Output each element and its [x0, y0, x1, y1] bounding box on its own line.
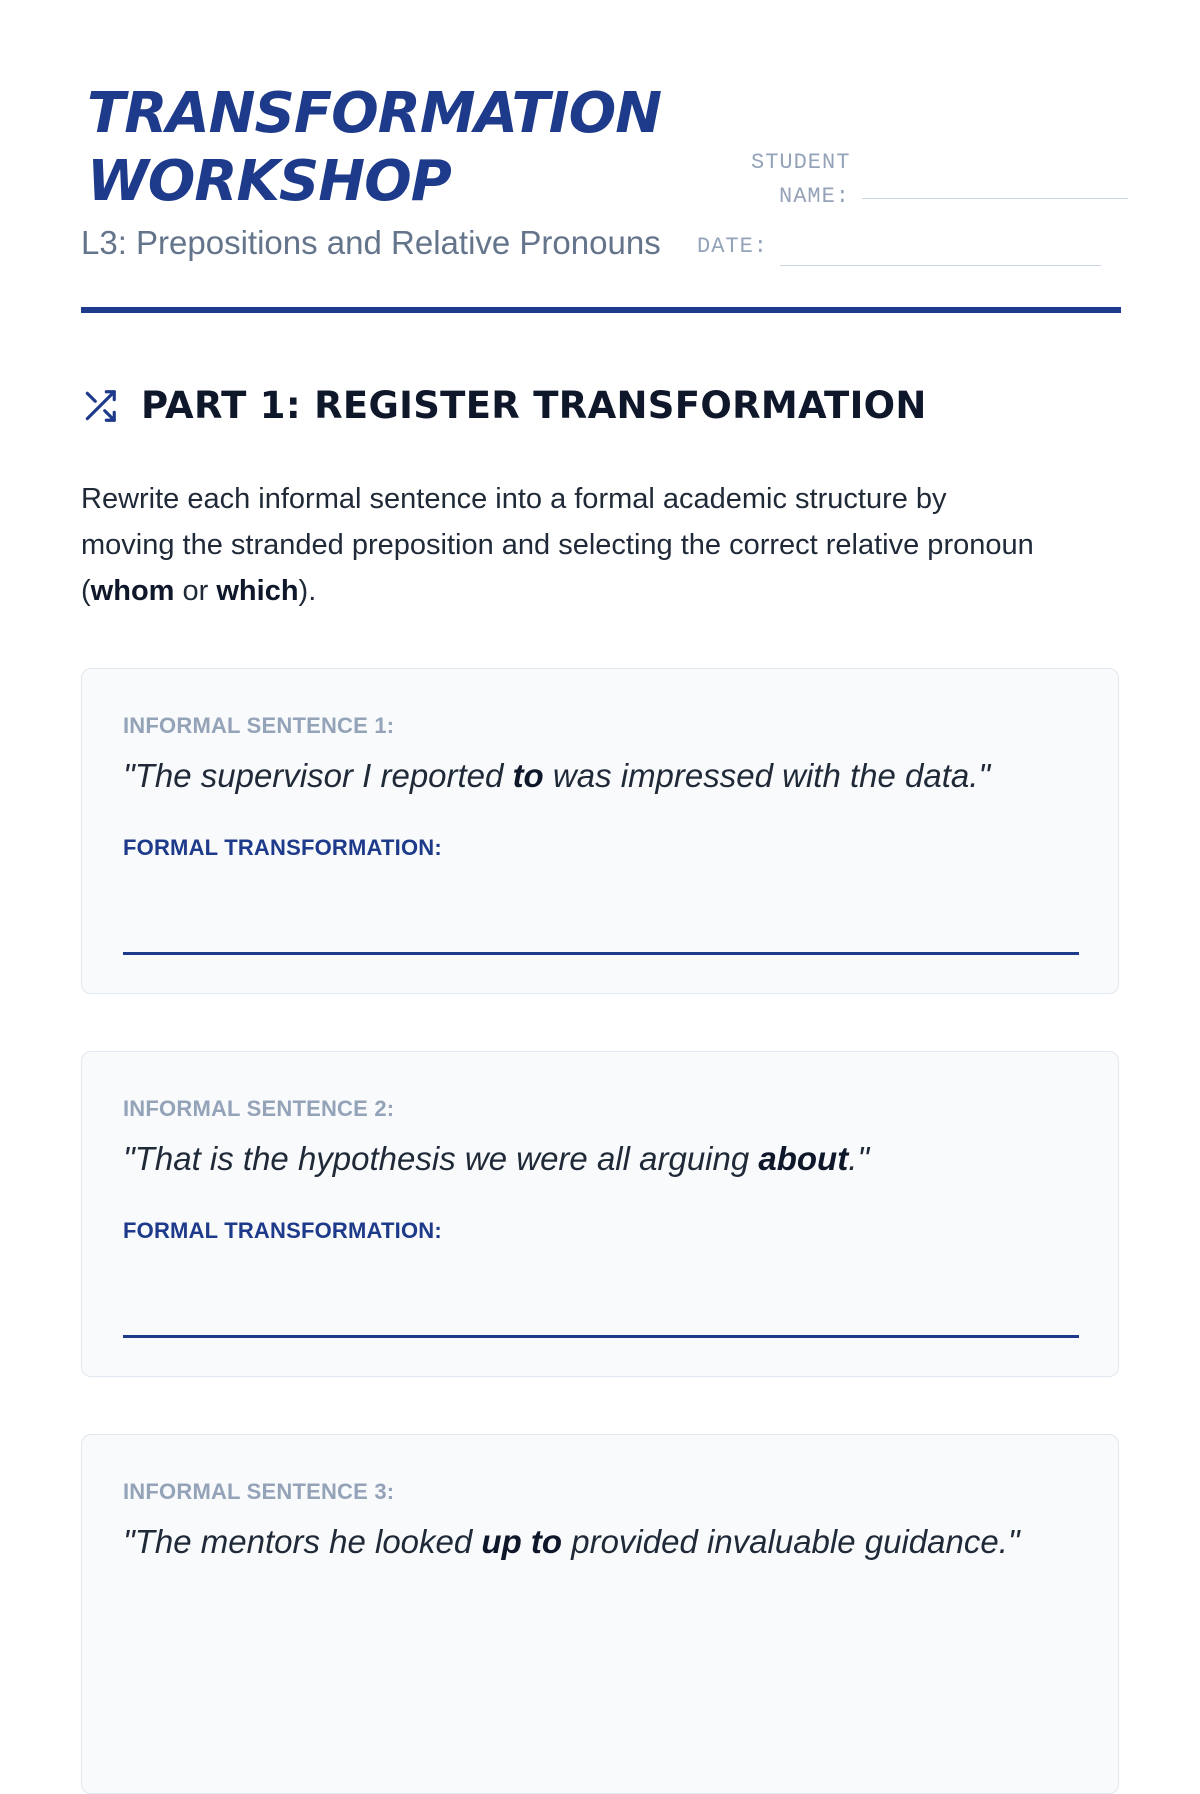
sentence-text-after: ." — [848, 1140, 870, 1177]
informal-sentence-label: INFORMAL SENTENCE 2: — [123, 1096, 395, 1121]
title-line-2: WORKSHOP — [87, 149, 451, 214]
part-1-title: PART 1: REGISTER TRANSFORMATION — [141, 384, 927, 427]
instructions-bold-whom: whom — [90, 575, 175, 607]
student-name-label-line-2: NAME: — [779, 184, 851, 209]
worksheet-header — [81, 0, 1121, 312]
date-field[interactable] — [780, 265, 1101, 266]
instructions-text-3: ). — [298, 575, 317, 607]
lesson-subtitle: L3: Prepositions and Relative Pronouns — [81, 224, 661, 261]
formal-transformation-label: FORMAL TRANSFORMATION: — [123, 835, 442, 860]
sentence-text-before: "That is the hypothesis we were all arguing — [123, 1140, 759, 1177]
exercise-card-2 — [81, 1051, 1119, 1377]
answer-field[interactable] — [123, 1335, 1079, 1338]
instructions-text-1: Rewrite each informal sentence into a formal academic structure by moving the stranded preposition and selecting the correct relative pronoun ( — [81, 483, 1034, 607]
part-1-heading — [81, 384, 927, 427]
header-divider — [81, 307, 1121, 313]
informal-sentence-label: INFORMAL SENTENCE 3: — [123, 1479, 395, 1504]
informal-sentence — [123, 757, 990, 795]
sentence-text-before: "The supervisor I reported — [123, 757, 513, 794]
instructions-text-2: or — [174, 575, 217, 607]
informal-sentence — [123, 1140, 869, 1178]
instructions-bold-which: which — [216, 575, 299, 607]
shuffle-icon — [81, 387, 119, 425]
title-line-1: TRANSFORMATION — [87, 81, 662, 146]
sentence-preposition: to — [512, 757, 544, 794]
instructions — [81, 476, 1041, 614]
exercise-card-1 — [81, 668, 1119, 994]
date-label: DATE: — [697, 234, 769, 259]
student-name-field[interactable] — [862, 198, 1128, 199]
sentence-text-before: "The mentors he looked — [123, 1523, 482, 1560]
sentence-preposition: about — [758, 1140, 849, 1177]
sentence-text-after: provided invaluable guidance." — [562, 1523, 1020, 1560]
formal-transformation-label: FORMAL TRANSFORMATION: — [123, 1218, 442, 1243]
worksheet-page — [81, 0, 1121, 1560]
answer-field[interactable] — [123, 952, 1079, 955]
informal-sentence — [123, 1523, 1020, 1561]
sentence-text-after: was impressed with the data." — [543, 757, 991, 794]
student-name-label-line-1: STUDENT — [751, 150, 851, 175]
informal-sentence-label: INFORMAL SENTENCE 1: — [123, 713, 395, 738]
exercise-card-3 — [81, 1434, 1119, 1794]
sentence-preposition: up to — [481, 1523, 563, 1560]
